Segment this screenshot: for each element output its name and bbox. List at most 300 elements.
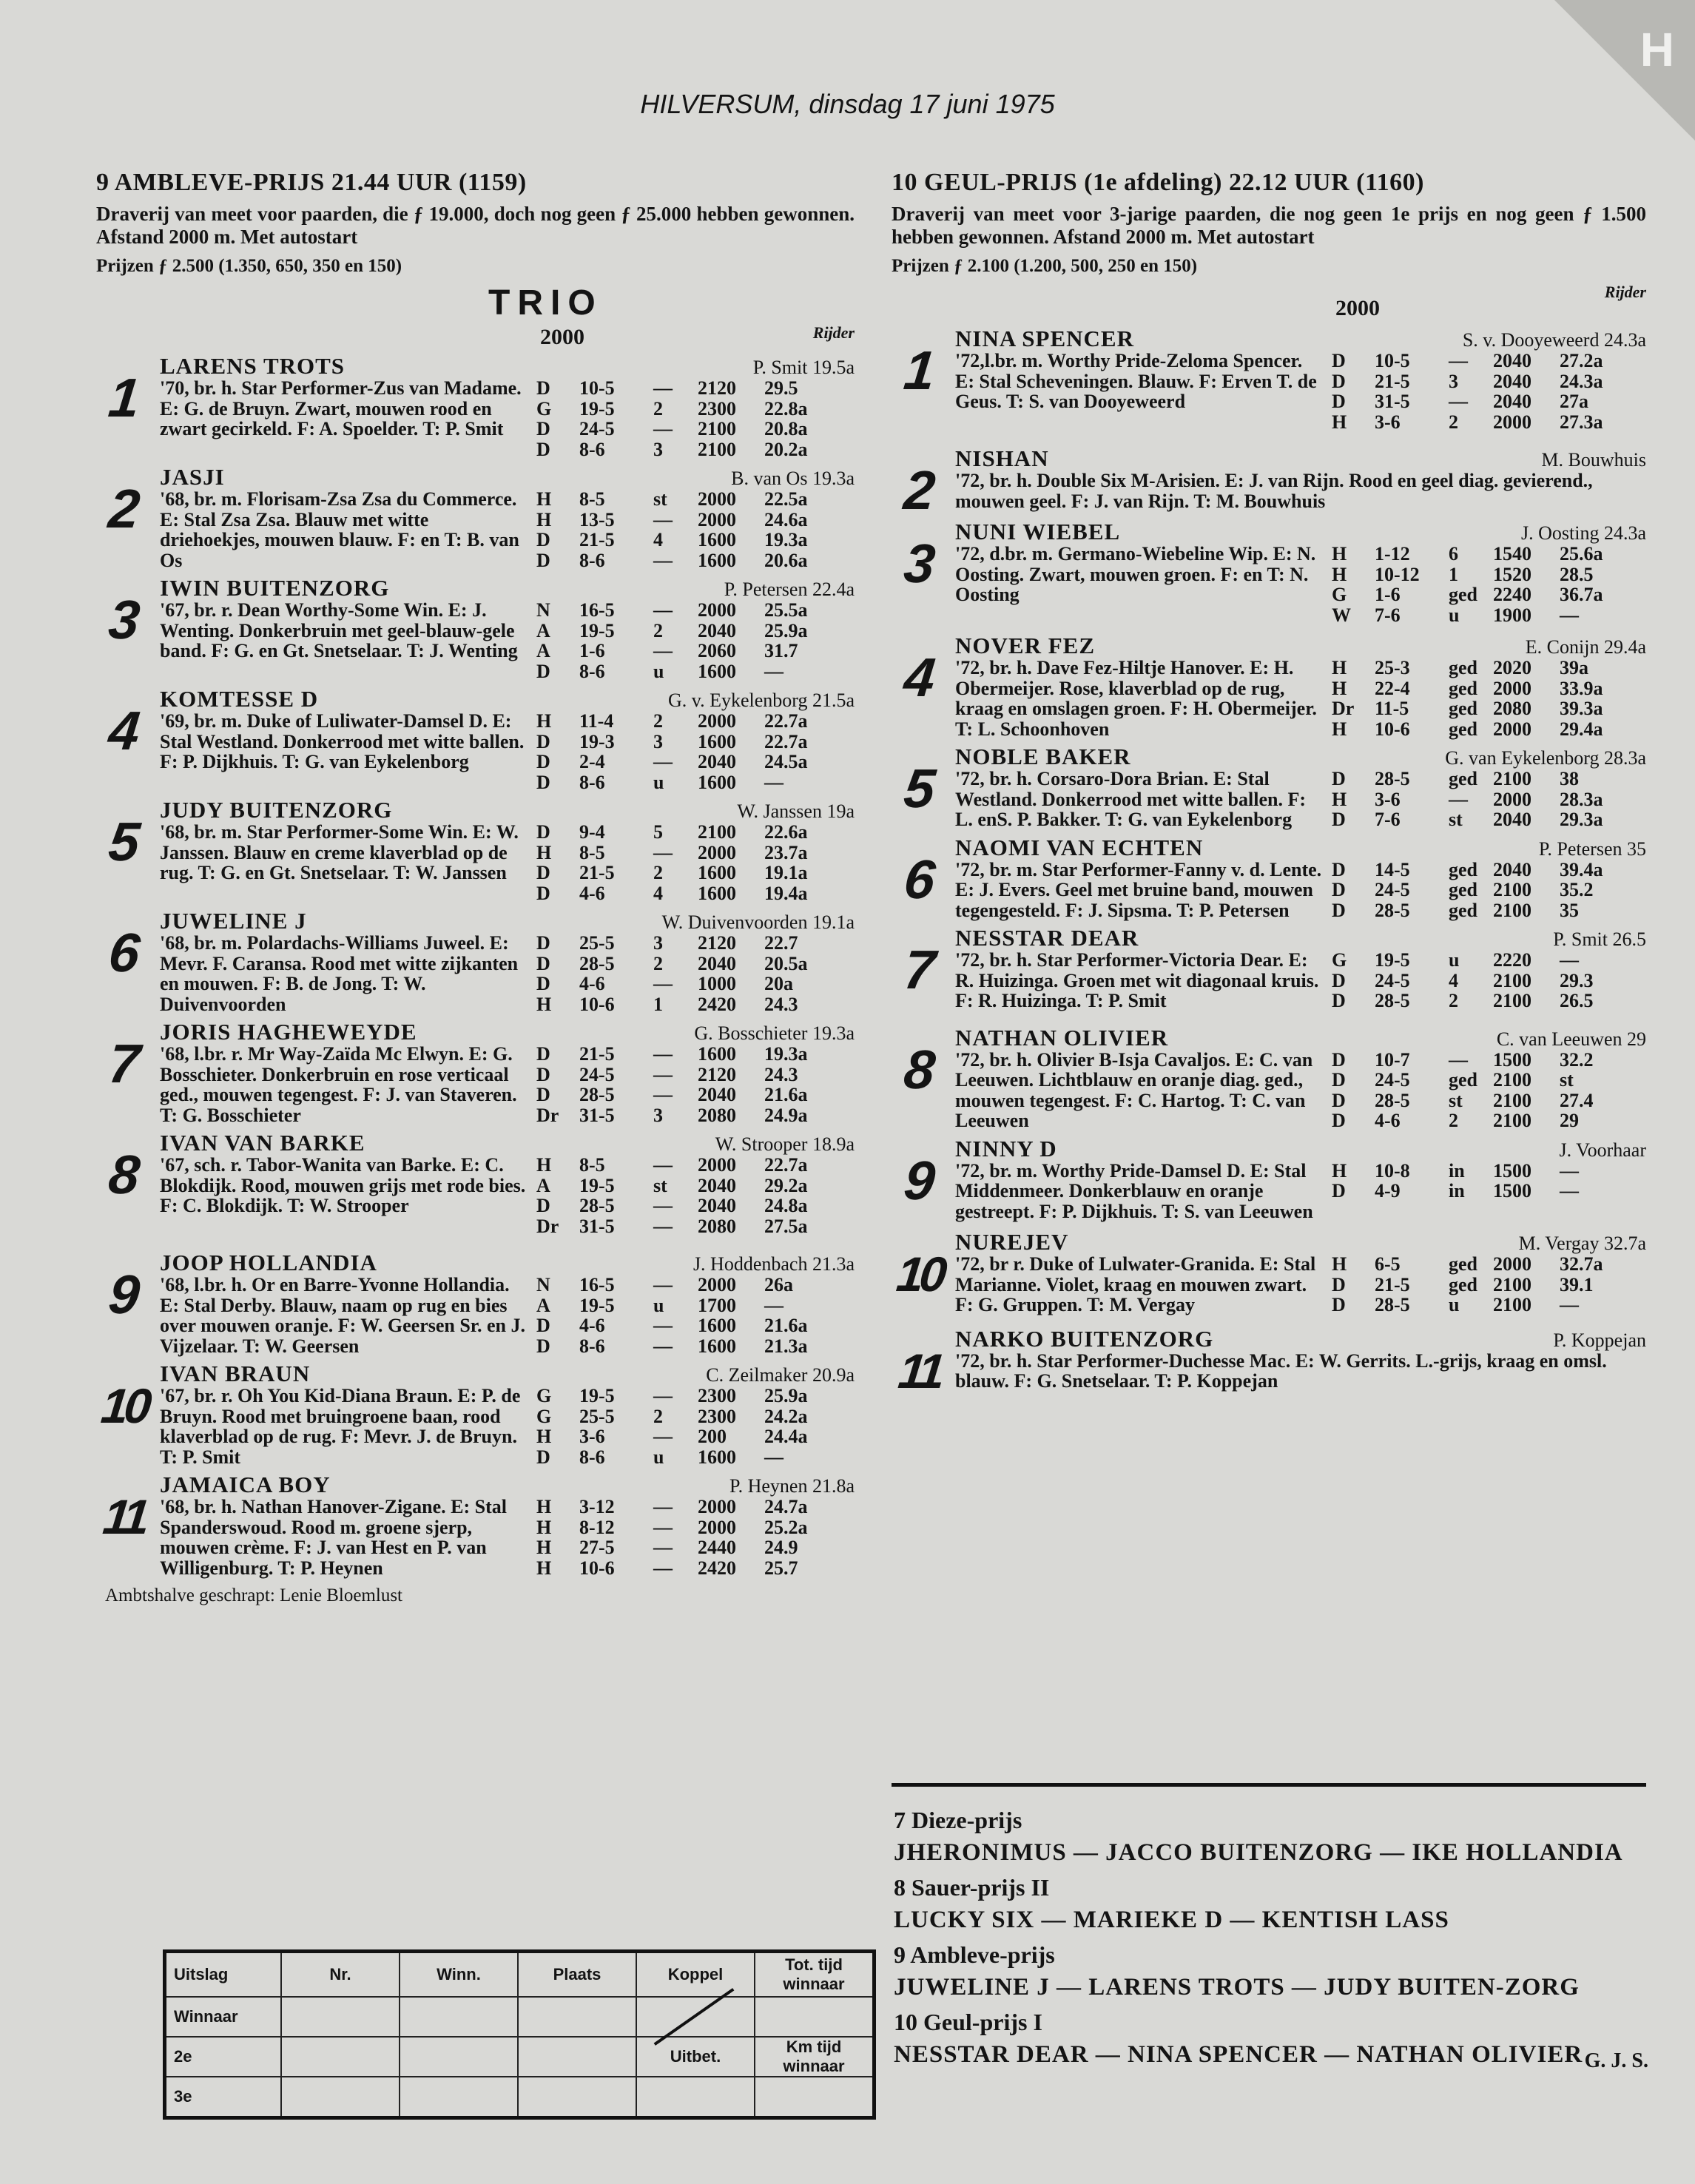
run-km-time: — [1560, 1294, 1579, 1315]
run-distance: 2040 [698, 1195, 736, 1216]
run-km-time: 29.2a [764, 1174, 808, 1196]
run-km-time: 29.5 [764, 377, 798, 399]
horse-body [955, 860, 1646, 921]
run-placing: 2 [653, 1405, 663, 1427]
horse-name: IWIN BUITENZORG [160, 575, 390, 601]
horse-number: 3 [106, 589, 143, 650]
horse-number: 10 [894, 1247, 946, 1301]
summary-race-title: 8 Sauer-prijs II [894, 1874, 1050, 1901]
form-run [536, 772, 855, 793]
horse-entry [96, 797, 855, 903]
run-track: A [536, 619, 550, 641]
run-placing: — [653, 1274, 673, 1295]
run-km-time: — [1560, 1180, 1579, 1201]
run-date: 19-5 [1375, 949, 1410, 971]
horse-driver: E. Conijn 29.4a [1525, 636, 1646, 658]
form-run [536, 933, 855, 954]
form-runs [536, 933, 855, 1014]
horse-driver: J. Hoddenbach 21.3a [693, 1253, 855, 1275]
distance-label: 2000 [1335, 296, 1380, 320]
run-distance: 2000 [698, 1154, 736, 1176]
run-km-time: 32.7a [1560, 1253, 1603, 1275]
run-date: 10-6 [579, 993, 615, 1015]
author-initials: G. J. S. [1584, 2049, 1648, 2072]
run-track: H [536, 841, 552, 863]
run-km-time: 22.6a [764, 821, 808, 843]
form-run [1332, 900, 1646, 921]
run-placing: u [653, 1294, 664, 1316]
run-placing: — [653, 640, 673, 661]
horse-entry [892, 744, 1646, 830]
run-date: 28-5 [1375, 1089, 1410, 1111]
run-date: 16-5 [579, 599, 615, 621]
scratched-note: Ambtshalve geschrapt: Lenie Bloemlust [105, 1585, 402, 1605]
form-cell[interactable] [518, 2077, 636, 2118]
run-track: N [536, 599, 550, 621]
run-distance: 2040 [1493, 858, 1531, 880]
horse-name: LARENS TROTS [160, 353, 346, 379]
run-date: 27-5 [579, 1537, 615, 1558]
race-prizes: Prijzen ƒ 2.100 (1.200, 500, 250 en 150) [892, 256, 1198, 276]
run-km-time: 24.7a [764, 1496, 808, 1517]
run-date: 11-5 [1375, 698, 1409, 719]
form-run [1332, 658, 1646, 678]
run-placing: — [653, 377, 673, 399]
run-km-time: 24.4a [764, 1426, 808, 1447]
run-track: G [1332, 584, 1347, 605]
form-run [536, 1447, 855, 1468]
run-distance: 2020 [1493, 657, 1531, 678]
run-distance: 1500 [1493, 1180, 1531, 1201]
run-km-time: 39.3a [1560, 698, 1603, 719]
run-placing: — [653, 751, 673, 772]
horse-entry [96, 1472, 855, 1578]
form-runs [1332, 658, 1646, 739]
horse-number: 9 [901, 1149, 938, 1211]
horse-body [160, 1275, 855, 1356]
run-placing: — [653, 1537, 673, 1558]
run-km-time: 22.8a [764, 397, 808, 419]
run-track: H [536, 1496, 552, 1517]
form-run [1332, 1070, 1646, 1091]
form-runs [1332, 1161, 1646, 1222]
rijder-label: Rijder [812, 323, 855, 342]
run-km-time: 19.3a [764, 529, 808, 550]
form-run [536, 1558, 855, 1579]
run-km-time: 27.4 [1560, 1089, 1594, 1111]
column-meta [96, 323, 855, 353]
run-distance: 2000 [1493, 718, 1531, 740]
form-run [536, 1497, 855, 1517]
run-km-time: 24.5a [764, 751, 808, 772]
form-run [1332, 698, 1646, 719]
run-date: 7-6 [1375, 809, 1401, 830]
horse-name: NUNI WIEBEL [955, 519, 1121, 545]
horse-entry [96, 1250, 855, 1356]
form-run [536, 489, 855, 510]
run-placing: u [653, 660, 664, 682]
run-track: Dr [536, 1215, 559, 1237]
run-placing: st [1449, 809, 1463, 830]
run-km-time: 36.7a [1560, 584, 1603, 605]
run-distance: 1600 [698, 1335, 736, 1357]
run-track: H [1332, 718, 1347, 740]
run-placing: — [653, 973, 673, 994]
run-placing: 4 [653, 529, 663, 550]
run-km-time: 39.4a [1560, 858, 1603, 880]
run-track: Dr [536, 1104, 559, 1126]
horse-entry [892, 925, 1646, 1011]
horse-driver: G. van Eykelenborg 28.3a [1445, 747, 1646, 769]
run-placing: — [1449, 788, 1468, 810]
form-run [536, 1426, 855, 1447]
run-placing: 2 [653, 619, 663, 641]
horse-name: JORIS HAGHEWEYDE [160, 1019, 417, 1045]
run-distance: 1700 [698, 1294, 736, 1316]
run-km-time: — [1560, 1159, 1579, 1182]
form-run [536, 974, 855, 994]
run-placing: 5 [653, 821, 663, 843]
form-cell[interactable] [636, 1997, 755, 2037]
table-header: Uitslag [165, 1952, 282, 1998]
form-cell[interactable] [400, 2037, 518, 2077]
run-track: W [1332, 604, 1351, 626]
run-track: D [1332, 1110, 1346, 1131]
run-date: 10-7 [1375, 1048, 1410, 1071]
form-run [536, 863, 855, 883]
run-track: D [536, 549, 550, 571]
run-placing: st [653, 488, 667, 510]
horse-driver: P. Heynen 21.8a [729, 1475, 855, 1497]
horse-driver: W. Duivenvoorden 19.1a [661, 911, 855, 933]
run-date: 10-6 [1375, 718, 1410, 740]
run-date: 1-6 [579, 640, 605, 661]
run-placing: 2 [1449, 990, 1458, 1011]
horse-header [955, 519, 1646, 544]
run-date: 1-12 [1375, 543, 1410, 564]
run-date: 11-4 [579, 710, 614, 732]
horse-body [955, 544, 1646, 625]
run-distance: 2000 [698, 1516, 736, 1538]
horse-body [160, 489, 855, 570]
horse-entry [892, 835, 1646, 921]
run-distance: 2000 [698, 841, 736, 863]
horse-description: '68, br. m. Star Performer-Some Win. E: W. Janssen. Blauw en creme klaverblad op de rug. T: G. en Gt. Snetselaar. T: W. Janssen [160, 821, 519, 883]
run-km-time: 20.8a [764, 418, 808, 439]
form-cell[interactable] [518, 1997, 636, 2037]
horse-number: 1 [901, 340, 938, 401]
horse-name: NINNY D [955, 1135, 1057, 1162]
run-km-time: 25.2a [764, 1516, 808, 1538]
run-track: H [1332, 1159, 1347, 1182]
horse-header [955, 326, 1646, 351]
form-runs [1332, 950, 1646, 1011]
form-cell[interactable] [636, 2077, 755, 2118]
distance-label: 2000 [540, 325, 584, 349]
horse-description: '72, br. h. Olivier B-Isja Cavaljos. E: C. van Leeuwen. Lichtblauw en oranje diag. ged., mouwen tegengest. F: C. Hartog. T: C. van Leeuwen [955, 1048, 1313, 1131]
run-track: H [536, 993, 552, 1015]
horse-body [160, 822, 855, 903]
run-placing: 2 [1449, 411, 1458, 433]
horse-entry [96, 464, 855, 570]
horse-body [160, 711, 855, 792]
run-km-time: 19.3a [764, 1043, 808, 1065]
run-placing: — [653, 1496, 673, 1517]
run-track: D [536, 1446, 550, 1468]
run-placing: 2 [653, 862, 663, 883]
form-run [536, 1155, 855, 1176]
horse-header [160, 908, 855, 933]
horse-number: 7 [106, 1033, 143, 1094]
form-run [536, 822, 855, 843]
run-track: H [1332, 1253, 1347, 1275]
run-km-time: 29.3 [1560, 969, 1594, 991]
form-runs [536, 600, 855, 681]
form-run [536, 994, 855, 1015]
run-track: D [1332, 1048, 1346, 1071]
form-cell[interactable] [400, 1997, 518, 2037]
horse-description: '72, br. h. Corsaro-Dora Brian. E: Stal Westland. Donkerrood met witte ballen. F: L. enS. P. Bakker. T: G. van Eykelenborg [955, 768, 1306, 830]
race-description: Draverij van meet voor paarden, die ƒ 19.000, doch nog geen ƒ 25.000 hebben gewonnen. Afstand 2000 m. Met autostart [96, 203, 855, 248]
run-track: H [536, 710, 552, 732]
run-date: 19-5 [579, 1385, 615, 1406]
horse-body [955, 1351, 1646, 1392]
run-distance: 2080 [698, 1104, 736, 1126]
run-distance: 1600 [698, 730, 736, 752]
horse-description: '72,l.br. m. Worthy Pride-Zeloma Spencer. E: Stal Scheveningen. Blauw. F: Erven T. de Geus. T: S. van Dooyeweerd [955, 350, 1317, 412]
form-runs [1332, 351, 1646, 432]
run-date: 28-5 [579, 952, 615, 974]
km-tijd-label: Km tijd winnaar [755, 2037, 875, 2077]
horse-description: '72, br. m. Worthy Pride-Damsel D. E: Stal Middenmeer. Donkerblauw en oranje gestreept. F: P. Dijkhuis. T: S. van Leeuwen [955, 1159, 1313, 1222]
form-run [536, 621, 855, 641]
right-column [892, 169, 1646, 1396]
horse-name: NESSTAR DEAR [955, 925, 1139, 951]
horse-list [892, 326, 1646, 1398]
form-run [1332, 991, 1646, 1011]
run-date: 21-5 [579, 529, 615, 550]
run-track: D [536, 882, 550, 904]
table-header: Tot. tijd winnaar [755, 1952, 875, 1998]
run-track: H [1332, 563, 1347, 585]
run-track: D [536, 952, 550, 974]
run-track: Dr [1332, 698, 1355, 719]
run-placing: 3 [653, 438, 663, 460]
form-cell[interactable] [400, 2077, 518, 2118]
run-track: D [1332, 1273, 1346, 1295]
run-distance: 2100 [698, 821, 736, 843]
run-distance: 2100 [1493, 768, 1531, 789]
run-km-time: 24.3 [764, 1063, 798, 1085]
horse-number: 5 [106, 811, 143, 872]
run-date: 28-5 [579, 1195, 615, 1216]
run-placing: 6 [1449, 543, 1458, 564]
horse-description: '72, br. m. Star Performer-Fanny v. d. Lente. E: J. Evers. Geel met bruine band, mouwen tegengesteld. F: J. Sipsma. T: P. Petersen [955, 858, 1322, 921]
run-placing: ged [1449, 1273, 1477, 1295]
run-distance: 2000 [1493, 411, 1531, 433]
run-track: D [1332, 899, 1346, 921]
horse-body [955, 658, 1646, 739]
trio-label: TRIO [488, 283, 603, 323]
form-cell[interactable] [755, 1997, 875, 2037]
horse-header [160, 353, 855, 378]
run-track: D [536, 377, 550, 399]
form-runs [536, 822, 855, 903]
form-run [1332, 391, 1646, 412]
horse-driver: W. Janssen 19a [737, 801, 855, 822]
run-placing: — [653, 1154, 673, 1176]
horse-name: IVAN BRAUN [160, 1361, 311, 1386]
horse-header [160, 1130, 855, 1155]
horse-header [160, 797, 855, 822]
run-distance: 2100 [1493, 1110, 1531, 1131]
run-km-time: 22.7a [764, 710, 808, 732]
run-km-time: 26a [764, 1274, 793, 1295]
form-run [536, 530, 855, 550]
run-placing: ged [1449, 584, 1477, 605]
summary-winners: LUCKY SIX — MARIEKE D — KENTISH LASS [894, 1907, 1449, 1933]
run-track: H [1332, 543, 1347, 564]
form-run [1332, 950, 1646, 971]
form-runs [536, 1497, 855, 1578]
run-track: H [536, 1154, 552, 1176]
form-runs [1332, 769, 1646, 830]
row-label: Winnaar [165, 1997, 282, 2037]
run-date: 19-5 [579, 619, 615, 641]
run-placing: ged [1449, 858, 1477, 880]
run-distance: 2440 [698, 1537, 736, 1558]
run-track: G [536, 397, 552, 419]
horse-description: '68, l.br. h. Or en Barre-Yvonne Hollandia. E: Stal Derby. Blauw, naam op rug en bies over mouwen oranje. F: W. Geersen Sr. en J. Vijzelaar. T: W. Geersen [160, 1274, 525, 1357]
run-date: 21-5 [579, 862, 615, 883]
form-run [1332, 880, 1646, 900]
form-cell[interactable] [518, 2037, 636, 2077]
form-runs [536, 1386, 855, 1467]
form-cell[interactable] [281, 2037, 400, 2077]
run-km-time: 29 [1560, 1110, 1579, 1131]
horse-body [955, 351, 1646, 432]
horse-entry [892, 519, 1646, 625]
run-km-time: 21.6a [764, 1315, 808, 1336]
form-run [1332, 789, 1646, 810]
run-date: 21-5 [1375, 1273, 1410, 1295]
run-date: 19-5 [579, 1174, 615, 1196]
run-placing: in [1449, 1180, 1465, 1201]
race-title: 10 GEUL-PRIJS (1e afdeling) 22.12 UUR (1160) [892, 169, 1424, 196]
run-date: 21-5 [1375, 370, 1410, 392]
run-distance: 2120 [698, 1063, 736, 1085]
horse-description: '72, br. h. Double Six M-Arisien. E: J. van Rijn. Rood en geel diag. gevierend., mouwen geel. F: J. van Rijn. T: M. Bouwhuis [955, 470, 1593, 512]
horse-body [160, 1155, 855, 1236]
horse-body [160, 378, 855, 459]
run-track: D [536, 1043, 550, 1065]
run-km-time: 39a [1560, 657, 1588, 678]
form-run [536, 1085, 855, 1105]
horse-number: 3 [901, 533, 938, 594]
run-track: H [536, 1426, 552, 1447]
run-track: D [536, 1084, 550, 1105]
horse-entry [96, 1019, 855, 1125]
horse-header [955, 744, 1646, 769]
run-date: 24-5 [579, 418, 615, 439]
run-date: 8-5 [579, 488, 605, 510]
run-distance: 2100 [1493, 1089, 1531, 1111]
run-distance: 2040 [698, 1174, 736, 1196]
run-date: 3-6 [1375, 788, 1401, 810]
run-date: 7-6 [1375, 604, 1401, 626]
run-distance: 2100 [1493, 879, 1531, 900]
run-date: 22-4 [1375, 677, 1410, 699]
run-track: H [536, 488, 552, 510]
horse-name: NOVER FEZ [955, 633, 1095, 658]
run-placing: — [653, 1195, 673, 1216]
horse-description: '72, d.br. m. Germano-Wiebeline Wip. E: N. Oosting. Zwart, mouwen groen. F: en T: N. Oosting [955, 543, 1316, 605]
form-run [536, 1196, 855, 1216]
run-km-time: 23.7a [764, 841, 808, 863]
run-distance: 2000 [1493, 788, 1531, 810]
run-placing: ged [1449, 718, 1477, 740]
form-cell[interactable] [281, 1997, 400, 2037]
horse-description: '68, br. h. Nathan Hanover-Zigane. E: Stal Spanderswoud. Rood m. groene sjerp, mouwen crème. F: J. van Hest en P. van Willigenburg. T: P. Heynen [160, 1496, 508, 1579]
run-track: H [536, 508, 552, 530]
horse-driver: M. Bouwhuis [1541, 449, 1646, 471]
run-track: D [1332, 1294, 1346, 1315]
run-track: D [1332, 809, 1346, 830]
form-cell[interactable] [281, 2077, 400, 2118]
race-title: 9 AMBLEVE-PRIJS 21.44 UUR (1159) [96, 169, 527, 196]
summary-winners: JUWELINE J — LARENS TROTS — JUDY BUITEN-ZORG [894, 1974, 1580, 2001]
run-km-time: 21.3a [764, 1335, 808, 1357]
run-distance: 2100 [1493, 899, 1531, 921]
run-distance: 1600 [698, 660, 736, 682]
horse-number: 8 [106, 1144, 143, 1205]
run-placing: ged [1449, 879, 1477, 900]
run-track: D [1332, 879, 1346, 900]
run-km-time: — [764, 771, 784, 793]
run-date: 10-5 [1375, 350, 1410, 371]
horse-driver: C. Zeilmaker 20.9a [706, 1364, 855, 1386]
run-track: H [1332, 411, 1347, 433]
horse-description: '67, br. r. Oh You Kid-Diana Braun. E: P. de Bruyn. Rood met bruingroene baan, rood klaverblad op de rug. F: Mevr. J. de Bruyn. T: P. Smit [160, 1385, 521, 1468]
run-placing: — [653, 841, 673, 863]
run-distance: 2000 [698, 1496, 736, 1517]
form-run [536, 843, 855, 863]
horse-number: 2 [106, 478, 143, 539]
horse-description: '68, br. m. Florisam-Zsa Zsa du Commerce. E: Stal Zsa Zsa. Blauw met witte driehoekjes, mouwen blauw. F: en T: B. van Os [160, 488, 519, 571]
run-placing: ged [1449, 698, 1477, 719]
form-run [536, 732, 855, 752]
horse-description: '68, br. m. Polardachs-Williams Juweel. E: Mevr. F. Caransa. Rood met witte zijkanten en mouwen. F: B. de Jong. T: W. Duivenvoorden [160, 932, 519, 1015]
run-distance: 2420 [698, 993, 736, 1015]
horse-driver: J. Oosting 24.3a [1521, 522, 1646, 544]
run-distance: 2120 [698, 932, 736, 954]
run-distance: 1500 [1493, 1159, 1531, 1182]
horse-name: NUREJEV [955, 1229, 1069, 1255]
horse-number: 6 [106, 922, 143, 983]
run-date: 19-5 [579, 397, 615, 419]
run-km-time: — [1560, 604, 1579, 626]
run-track: D [1332, 1089, 1346, 1111]
run-distance: 2000 [698, 508, 736, 530]
run-km-time: 25.5a [764, 599, 808, 621]
run-placing: 2 [1449, 1110, 1458, 1131]
form-run [536, 1216, 855, 1237]
row-label: 3e [165, 2077, 282, 2118]
run-placing: — [653, 1426, 673, 1447]
run-distance: 1600 [698, 862, 736, 883]
form-runs [1332, 1050, 1646, 1131]
form-cell[interactable] [755, 2077, 875, 2118]
